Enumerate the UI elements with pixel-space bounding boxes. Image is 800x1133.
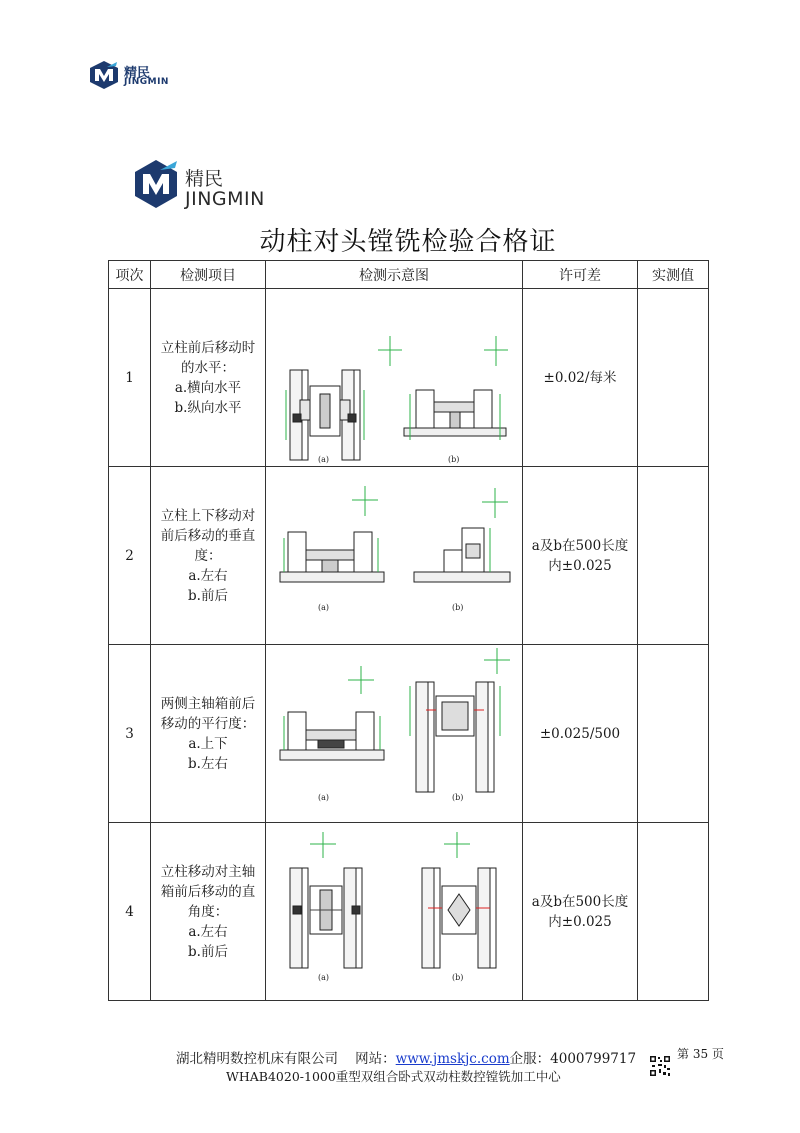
item-line: 两侧主轴箱前后	[160, 695, 256, 712]
footer-model: WHAB4020-1000重型双组合卧式双动柱数控镗铣加工中心	[226, 1069, 561, 1084]
tolerance-cell	[523, 289, 638, 467]
tolerance-line: ±0.02/每米	[543, 369, 617, 386]
column-header-diagram: 检测示意图	[266, 261, 523, 289]
inspection-diagram-1	[266, 290, 523, 466]
item-sub: a.上下	[188, 735, 228, 752]
measured-cell[interactable]	[638, 645, 709, 823]
table-row	[109, 289, 709, 467]
page-title: 动柱对头镗铣检验合格证	[259, 227, 557, 257]
measured-cell[interactable]	[638, 289, 709, 467]
item-sub: b.前后	[188, 943, 228, 960]
page-number: 第 35 页	[677, 1047, 724, 1061]
tolerance-cell	[523, 823, 638, 1001]
row-number: 2	[109, 467, 151, 645]
inspection-item	[151, 467, 266, 645]
item-line: 前后移动的垂直	[160, 527, 256, 544]
footer-service: 企服：4000799717	[509, 1051, 637, 1067]
inspection-item	[151, 289, 266, 467]
diagram-label-b: (b)	[452, 602, 464, 612]
item-line: 箱前后移动的直	[160, 883, 256, 900]
main-logo	[133, 158, 333, 218]
item-sub: a.左右	[188, 923, 228, 940]
header-logo-cn: 精民	[124, 66, 151, 81]
item-line: 立柱上下移动对	[160, 507, 256, 524]
item-sub: b.左右	[188, 755, 228, 772]
table-row	[109, 823, 709, 1001]
footer-contact	[176, 1047, 636, 1067]
main-logo-en: JINGMIN	[185, 188, 265, 210]
main-logo-cn: 精民	[185, 168, 224, 190]
item-sub: a.左右	[188, 567, 228, 584]
inspection-diagram-2	[266, 468, 523, 644]
column-header-no: 项次	[109, 261, 151, 289]
footer-website-label: 网站：	[355, 1051, 396, 1067]
item-line: 立柱移动对主轴	[160, 863, 256, 880]
row-number: 3	[109, 645, 151, 823]
diagram-label-b: (b)	[452, 972, 464, 982]
diagram-label-a: (a)	[318, 972, 330, 982]
measured-cell[interactable]	[638, 823, 709, 1001]
item-line: 移动的平行度：	[160, 715, 256, 732]
table-row	[109, 467, 709, 645]
diagram-label-a: (a)	[318, 792, 330, 802]
inspection-item	[151, 823, 266, 1001]
item-line: 度：	[194, 547, 222, 564]
tolerance-cell	[523, 467, 638, 645]
diagram-cell	[266, 467, 523, 645]
diagram-cell	[266, 289, 523, 467]
header-logo	[88, 60, 178, 90]
diagram-cell	[266, 645, 523, 823]
header-logo-en: JINGMIN	[124, 77, 169, 87]
tolerance-line: a及b在500长度	[531, 893, 629, 910]
table-row	[109, 645, 709, 823]
tolerance-line: 内±0.025	[548, 557, 612, 574]
tolerance-line: ±0.025/500	[539, 725, 621, 742]
item-line: 角度：	[187, 903, 229, 920]
column-header-tolerance: 许可差	[523, 261, 638, 289]
jingmin-logo-icon	[88, 60, 120, 90]
item-line: 的水平：	[181, 359, 235, 376]
inspection-table	[108, 260, 709, 1001]
table-header-row	[109, 261, 709, 289]
footer-website-link[interactable]: www.jmskjc.com	[395, 1051, 510, 1067]
inspection-diagram-3	[266, 646, 523, 822]
row-number: 1	[109, 289, 151, 467]
column-header-measured: 实测值	[638, 261, 709, 289]
qr-code-icon	[649, 1055, 671, 1077]
diagram-label-b: (b)	[448, 454, 460, 464]
tolerance-line: 内±0.025	[548, 913, 612, 930]
diagram-label-a: (a)	[318, 602, 330, 612]
item-line: 立柱前后移动时	[160, 339, 256, 356]
item-sub: b.纵向水平	[174, 399, 242, 416]
row-number: 4	[109, 823, 151, 1001]
diagram-cell	[266, 823, 523, 1001]
footer-company: 湖北精明数控机床有限公司	[176, 1051, 338, 1067]
tolerance-line: a及b在500长度	[531, 537, 629, 554]
item-sub: a.横向水平	[174, 379, 242, 396]
measured-cell[interactable]	[638, 467, 709, 645]
inspection-diagram-4	[266, 824, 523, 1000]
tolerance-cell	[523, 645, 638, 823]
diagram-label-a: (a)	[318, 454, 330, 464]
jingmin-logo-large-icon	[133, 158, 179, 210]
item-sub: b.前后	[188, 587, 228, 604]
inspection-item	[151, 645, 266, 823]
column-header-item: 检测项目	[151, 261, 266, 289]
diagram-label-b: (b)	[452, 792, 464, 802]
